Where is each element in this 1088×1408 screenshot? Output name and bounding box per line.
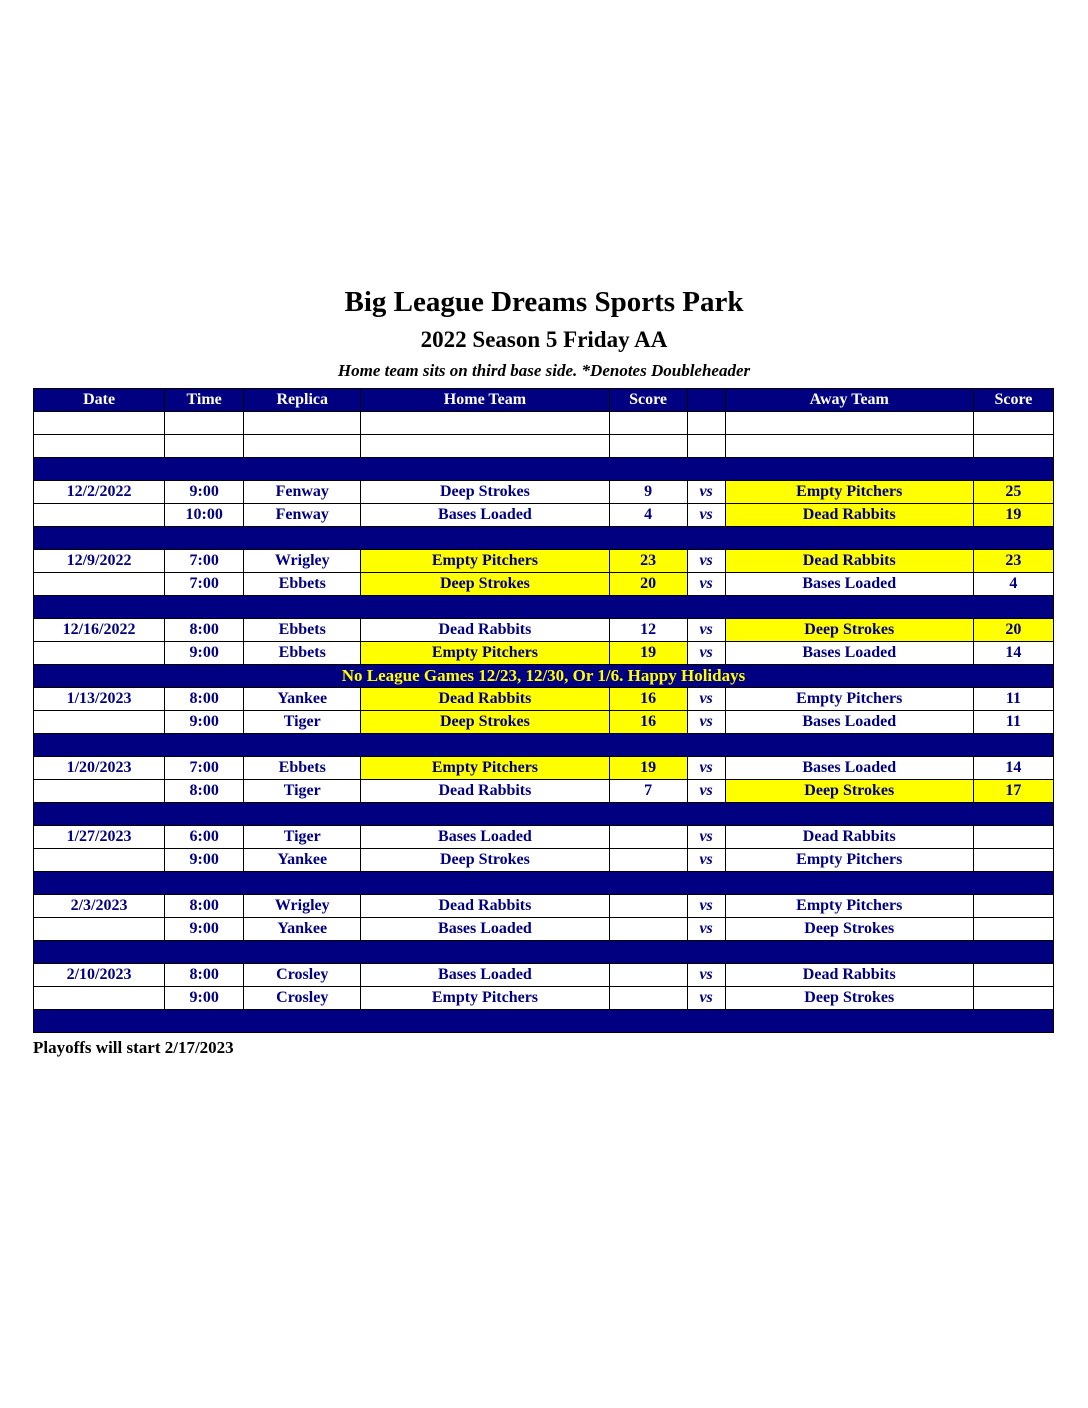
home-team: Bases Loaded <box>361 826 609 849</box>
blank-cell <box>609 435 687 458</box>
blank-cell <box>34 435 165 458</box>
vs-label: vs <box>687 849 725 872</box>
away-team: Bases Loaded <box>725 757 973 780</box>
blank-cell <box>725 435 973 458</box>
away-team: Dead Rabbits <box>725 826 973 849</box>
vs-label: vs <box>687 504 725 527</box>
home-team: Deep Strokes <box>361 849 609 872</box>
blank-cell <box>973 412 1053 435</box>
game-time: 10:00 <box>165 504 244 527</box>
away-team: Deep Strokes <box>725 918 973 941</box>
blank-cell <box>687 435 725 458</box>
game-date: 12/2/2022 <box>34 481 165 504</box>
separator-row <box>34 941 1054 964</box>
game-time: 9:00 <box>165 918 244 941</box>
blank-cell <box>725 412 973 435</box>
replica-name: Ebbets <box>244 757 361 780</box>
holiday-notice: No League Games 12/23, 12/30, Or 1/6. Happy Holidays <box>34 665 1054 688</box>
game-row <box>34 895 1054 918</box>
replica-name: Fenway <box>244 504 361 527</box>
replica-name: Ebbets <box>244 642 361 665</box>
separator-cell <box>34 1010 1054 1033</box>
home-team: Bases Loaded <box>361 918 609 941</box>
home-team: Empty Pitchers <box>361 642 609 665</box>
home-score: 20 <box>609 573 687 596</box>
game-time: 8:00 <box>165 964 244 987</box>
game-time: 8:00 <box>165 895 244 918</box>
game-time: 8:00 <box>165 780 244 803</box>
replica-name: Tiger <box>244 826 361 849</box>
game-date: 1/20/2023 <box>34 757 165 780</box>
home-score: 16 <box>609 711 687 734</box>
home-score: 19 <box>609 642 687 665</box>
separator-cell <box>34 596 1054 619</box>
away-score <box>973 918 1053 941</box>
replica-name: Tiger <box>244 780 361 803</box>
game-time: 8:00 <box>165 688 244 711</box>
vs-label: vs <box>687 573 725 596</box>
vs-label: vs <box>687 481 725 504</box>
game-time: 8:00 <box>165 619 244 642</box>
blank-cell <box>34 412 165 435</box>
game-date: 12/16/2022 <box>34 619 165 642</box>
game-time: 9:00 <box>165 711 244 734</box>
game-date: 2/3/2023 <box>34 895 165 918</box>
away-team: Dead Rabbits <box>725 550 973 573</box>
vs-label: vs <box>687 895 725 918</box>
replica-name: Yankee <box>244 849 361 872</box>
col-header-date: Date <box>34 389 165 412</box>
blank-cell <box>687 412 725 435</box>
blank-row <box>34 412 1054 435</box>
game-row <box>34 573 1054 596</box>
col-header-replica: Replica <box>244 389 361 412</box>
schedule-body <box>34 412 1054 1033</box>
home-team: Bases Loaded <box>361 504 609 527</box>
away-team: Bases Loaded <box>725 573 973 596</box>
game-date <box>34 918 165 941</box>
game-time: 9:00 <box>165 987 244 1010</box>
away-score <box>973 987 1053 1010</box>
replica-name: Tiger <box>244 711 361 734</box>
separator-row <box>34 527 1054 550</box>
game-row <box>34 642 1054 665</box>
vs-label: vs <box>687 688 725 711</box>
replica-name: Crosley <box>244 964 361 987</box>
vs-label: vs <box>687 780 725 803</box>
replica-name: Fenway <box>244 481 361 504</box>
home-score: 4 <box>609 504 687 527</box>
blank-cell <box>165 412 244 435</box>
away-score <box>973 849 1053 872</box>
home-team: Empty Pitchers <box>361 550 609 573</box>
col-header-home-score: Score <box>609 389 687 412</box>
away-team: Dead Rabbits <box>725 504 973 527</box>
game-time: 7:00 <box>165 757 244 780</box>
away-score: 11 <box>973 688 1053 711</box>
blank-cell <box>165 435 244 458</box>
home-score <box>609 849 687 872</box>
vs-label: vs <box>687 987 725 1010</box>
home-team: Dead Rabbits <box>361 619 609 642</box>
separator-cell <box>34 941 1054 964</box>
separator-cell <box>34 458 1054 481</box>
home-score <box>609 895 687 918</box>
home-team: Dead Rabbits <box>361 688 609 711</box>
game-date <box>34 780 165 803</box>
game-date <box>34 642 165 665</box>
away-score <box>973 895 1053 918</box>
away-score: 20 <box>973 619 1053 642</box>
away-score: 23 <box>973 550 1053 573</box>
home-team: Empty Pitchers <box>361 757 609 780</box>
game-time: 7:00 <box>165 550 244 573</box>
replica-name: Yankee <box>244 918 361 941</box>
game-date <box>34 849 165 872</box>
home-score <box>609 987 687 1010</box>
separator-cell <box>34 734 1054 757</box>
vs-label: vs <box>687 619 725 642</box>
home-team: Empty Pitchers <box>361 987 609 1010</box>
game-row <box>34 780 1054 803</box>
separator-row <box>34 803 1054 826</box>
away-team: Empty Pitchers <box>725 481 973 504</box>
blank-cell <box>244 435 361 458</box>
game-date <box>34 987 165 1010</box>
blank-cell <box>244 412 361 435</box>
replica-name: Ebbets <box>244 573 361 596</box>
home-score: 12 <box>609 619 687 642</box>
game-row <box>34 711 1054 734</box>
col-header-home-team: Home Team <box>361 389 609 412</box>
home-score: 9 <box>609 481 687 504</box>
away-score: 14 <box>973 642 1053 665</box>
game-time: 9:00 <box>165 849 244 872</box>
separator-row <box>34 458 1054 481</box>
vs-label: vs <box>687 642 725 665</box>
home-score: 7 <box>609 780 687 803</box>
game-date <box>34 504 165 527</box>
game-row <box>34 688 1054 711</box>
replica-name: Wrigley <box>244 550 361 573</box>
replica-name: Wrigley <box>244 895 361 918</box>
away-score <box>973 826 1053 849</box>
col-header-away-team: Away Team <box>725 389 973 412</box>
replica-name: Yankee <box>244 688 361 711</box>
blank-cell <box>973 435 1053 458</box>
away-score: 11 <box>973 711 1053 734</box>
game-date: 1/27/2023 <box>34 826 165 849</box>
game-row <box>34 987 1054 1010</box>
away-team: Bases Loaded <box>725 642 973 665</box>
vs-label: vs <box>687 826 725 849</box>
home-score <box>609 918 687 941</box>
game-date: 12/9/2022 <box>34 550 165 573</box>
game-date: 2/10/2023 <box>34 964 165 987</box>
replica-name: Crosley <box>244 987 361 1010</box>
away-score: 14 <box>973 757 1053 780</box>
vs-label: vs <box>687 757 725 780</box>
game-time: 9:00 <box>165 481 244 504</box>
away-score <box>973 964 1053 987</box>
home-team: Deep Strokes <box>361 481 609 504</box>
game-row <box>34 504 1054 527</box>
game-time: 9:00 <box>165 642 244 665</box>
away-team: Bases Loaded <box>725 711 973 734</box>
home-score: 16 <box>609 688 687 711</box>
home-score: 19 <box>609 757 687 780</box>
playoffs-note: Playoffs will start 2/17/2023 <box>33 1038 234 1057</box>
away-score: 25 <box>973 481 1053 504</box>
blank-cell <box>361 435 609 458</box>
away-team: Deep Strokes <box>725 619 973 642</box>
game-row <box>34 964 1054 987</box>
home-score <box>609 964 687 987</box>
separator-cell <box>34 803 1054 826</box>
away-team: Dead Rabbits <box>725 964 973 987</box>
home-team: Deep Strokes <box>361 573 609 596</box>
vs-label: vs <box>687 711 725 734</box>
home-team: Dead Rabbits <box>361 895 609 918</box>
away-score: 19 <box>973 504 1053 527</box>
page-subtitle: 2022 Season 5 Friday AA <box>420 327 668 352</box>
home-team: Bases Loaded <box>361 964 609 987</box>
away-team: Empty Pitchers <box>725 849 973 872</box>
holiday-notice-row <box>34 665 1054 688</box>
game-time: 6:00 <box>165 826 244 849</box>
game-row <box>34 849 1054 872</box>
game-row <box>34 550 1054 573</box>
separator-row <box>34 872 1054 895</box>
separator-cell <box>34 872 1054 895</box>
separator-cell <box>34 527 1054 550</box>
blank-cell <box>361 412 609 435</box>
home-team: Deep Strokes <box>361 711 609 734</box>
game-row <box>34 619 1054 642</box>
home-score <box>609 826 687 849</box>
game-time: 7:00 <box>165 573 244 596</box>
game-date <box>34 573 165 596</box>
table-header-row <box>34 389 1054 412</box>
home-team-note: Home team sits on third base side. *Denotes Doubleheader <box>337 361 751 380</box>
separator-row <box>34 596 1054 619</box>
game-row <box>34 918 1054 941</box>
col-header-vs <box>687 389 725 412</box>
home-score: 23 <box>609 550 687 573</box>
separator-row <box>34 734 1054 757</box>
col-header-away-score: Score <box>973 389 1053 412</box>
away-score: 17 <box>973 780 1053 803</box>
game-row <box>34 481 1054 504</box>
away-score: 4 <box>973 573 1053 596</box>
game-row <box>34 826 1054 849</box>
away-team: Empty Pitchers <box>725 688 973 711</box>
col-header-time: Time <box>165 389 244 412</box>
away-team: Deep Strokes <box>725 987 973 1010</box>
game-date <box>34 711 165 734</box>
vs-label: vs <box>687 550 725 573</box>
away-team: Empty Pitchers <box>725 895 973 918</box>
blank-cell <box>609 412 687 435</box>
replica-name: Ebbets <box>244 619 361 642</box>
separator-row <box>34 1010 1054 1033</box>
vs-label: vs <box>687 918 725 941</box>
page-title: Big League Dreams Sports Park <box>344 286 744 318</box>
game-date: 1/13/2023 <box>34 688 165 711</box>
game-row <box>34 757 1054 780</box>
home-team: Dead Rabbits <box>361 780 609 803</box>
vs-label: vs <box>687 964 725 987</box>
blank-row <box>34 435 1054 458</box>
away-team: Deep Strokes <box>725 780 973 803</box>
schedule-table <box>33 388 1054 1033</box>
